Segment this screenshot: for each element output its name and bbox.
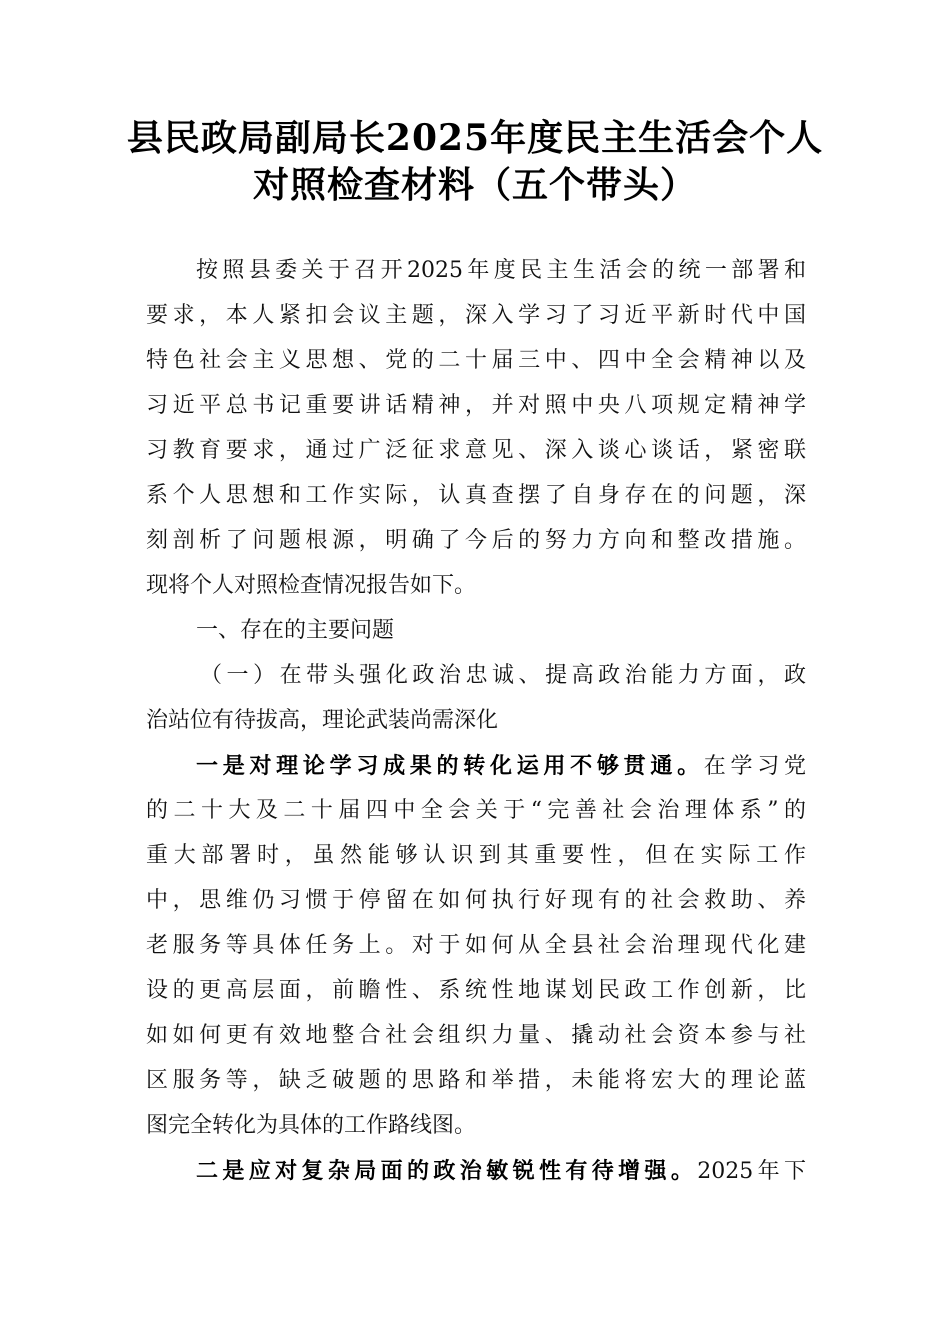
point1-line: 设的更高层面，前瞻性、系统性地谋划民政工作创新，比 (146, 978, 806, 1003)
point2-first-line (196, 1156, 806, 1187)
point1-first-line (196, 751, 806, 782)
intro-line: 习近平总书记重要讲话精神，并对照中央八项规定精神学 (146, 393, 806, 418)
point2-first-line-rest: 2025年下 (697, 1159, 806, 1184)
intro-line: 按照县委关于召开2025年度民主生活会的统一部署和 (196, 258, 806, 283)
intro-line: 要求，本人紧扣会议主题，深入学习了习近平新时代中国 (146, 303, 806, 328)
subsection-heading-line: 治站位有待拔高，理论武装尚需深化 (146, 708, 499, 733)
point1-line: 重大部署时，虽然能够认识到其重要性，但在实际工作 (146, 843, 806, 868)
intro-line: 习教育要求，通过广泛征求意见、深入谈心谈话，紧密联 (146, 438, 806, 463)
point1-line: 的二十大及二十届四中全会关于“完善社会治理体系”的 (146, 798, 806, 823)
point1-first-line-rest: 在学习党 (703, 754, 806, 779)
document-title-line2: 对照检查材料（五个带头） (252, 164, 697, 206)
point1-line: 如如何更有效地整合社会组织力量、撬动社会资本参与社 (146, 1023, 806, 1048)
point2-bold-lead: 二是应对复杂局面的政治敏锐性有待增强。 (196, 1158, 698, 1184)
point1-line: 图完全转化为具体的工作路线图。 (146, 1113, 477, 1138)
intro-line: 特色社会主义思想、党的二十届三中、四中全会精神以及 (146, 348, 806, 373)
intro-line: 系个人思想和工作实际，认真查摆了自身存在的问题，深 (146, 483, 806, 508)
intro-line: 现将个人对照检查情况报告如下。 (146, 573, 477, 598)
point1-bold-lead: 一是对理论学习成果的转化运用不够贯通。 (196, 753, 704, 779)
point1-line: 中，思维仍习惯于停留在如何执行好现有的社会救助、养 (146, 888, 806, 913)
point1-line: 老服务等具体任务上。对于如何从全县社会治理现代化建 (146, 933, 806, 958)
section-heading: 一、存在的主要问题 (196, 618, 395, 643)
intro-line: 刻剖析了问题根源，明确了今后的努力方向和整改措施。 (146, 528, 806, 553)
document-title-line1: 县民政局副局长2025年度民主生活会个人 (126, 117, 824, 159)
subsection-heading-line: （一）在带头强化政治忠诚、提高政治能力方面，政 (200, 663, 806, 688)
point1-line: 区服务等，缺乏破题的思路和举措，未能将宏大的理论蓝 (146, 1068, 806, 1093)
